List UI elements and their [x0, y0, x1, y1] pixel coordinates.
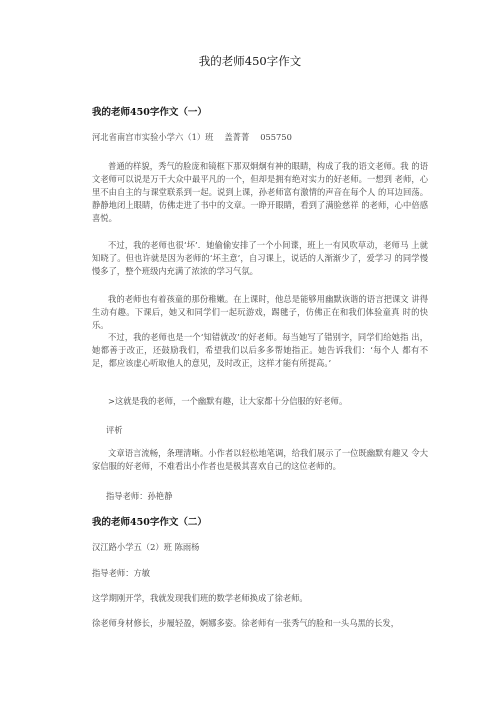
paragraph-text: 不过，我的老师也很‘坏’．她偷偷安排了一个小间谍，班上一有风吹草动，老师马 上就知晓了。但也许就是因为老师的‘坏主意’，自习课上，说话的人渐渐少了，爱学习 的同学慢慢多了，整个班级内充满了浓浓的学习气氛。: [92, 240, 428, 276]
section-1-paragraph: [92, 160, 428, 225]
section-1-paragraph: [92, 293, 428, 332]
section-2-byline: 汉江路小学五（2）班 陈雨杨: [92, 542, 200, 552]
section-1-paragraph: [92, 239, 428, 278]
paragraph-text: 文章语言流畅，条理清晰。小作者以轻松地笔调，给我们展示了一位既幽默有趣又 令大家信服的好老师，不难看出小作者也是极其喜欢自己的这位老师的。: [92, 448, 428, 471]
section-2-advisor: 指导老师：方敏: [92, 568, 151, 578]
document-title: 我的老师450字作文: [198, 54, 302, 68]
paragraph-text: 不过，我的老师也是一个‘知错就改’的好老师。每当她写了错别字，同学们给她指 出，她都善于改正，还鼓励我们，希望我们以后多多帮她指正。她告诉我们：‘每个人 都有不足，都应该虚心听取他人的意见，及时改正，这样才能有所提高。’: [92, 332, 428, 368]
section-1-byline: 河北省南宫市实验小学六（1）班 盖菁菁 055750: [92, 132, 292, 142]
paragraph-text: 我的老师也有着孩童的那份稚嫩。在上课时，他总是能够用幽默诙谐的语言把课文 讲得生动有趣。下课后，她又和同学们一起玩游戏，踢毽子，仿佛正在和我们体验童真 时的快乐。: [92, 294, 428, 330]
section-2-paragraph: 徐老师身材修长，步履轻盈，婀娜多姿。徐老师有一张秀气的脸和一头乌黑的长发，: [92, 618, 399, 628]
comment-label: 评析: [106, 425, 123, 435]
section-1-paragraph: [92, 331, 428, 370]
section-2-heading: 我的老师450字作文（二）: [92, 517, 207, 528]
section-1-heading: 我的老师450字作文（一）: [92, 107, 207, 118]
section-2-paragraph: 这学期刚开学，我就发现我们班的数学老师换成了徐老师。: [92, 593, 308, 603]
section-1-advisor: 指导老师：孙艳静: [106, 491, 173, 501]
comment-text: [92, 447, 428, 473]
paragraph-text: 普通的样貌，秀气的脸庞和镜框下那双炯炯有神的眼睛，构成了我的语文老师。我 的语文老师可以说是万千大众中最平凡的一个，但却是拥有绝对实力的好老师。一想到 老师，心里不由自主的与课堂联系到一起。说到上课，孙老师富有激情的声音在每个人 的耳边回荡。静静地闭上眼睛，仿佛走进了书中的文章。一睁开眼睛，看到了满脸慈祥 的老师，心中倍感喜悦。: [92, 161, 428, 223]
section-1-closing: >这就是我的老师，一个幽默有趣，让大家都十分信服的好老师。: [108, 396, 348, 406]
